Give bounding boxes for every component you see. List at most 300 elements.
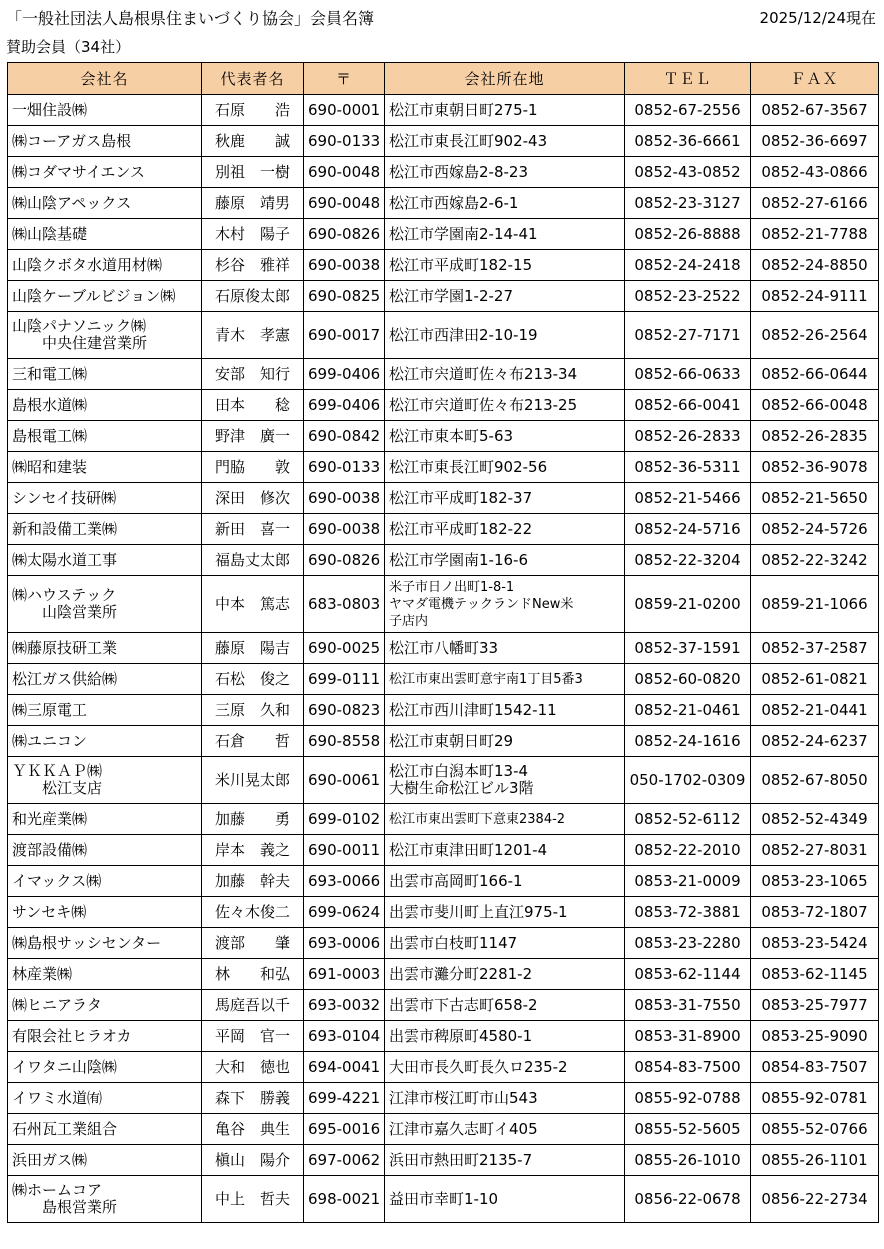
tel-cell: 0855-26-1010	[625, 1145, 751, 1176]
address-line: 出雲市高岡町166-1	[389, 871, 523, 890]
table-row	[8, 359, 879, 390]
representative-cell: 米川晃太郎	[202, 757, 304, 804]
address-cell	[385, 664, 625, 695]
table-row	[8, 757, 879, 804]
fax-cell: 0852-21-7788	[751, 219, 879, 250]
company-name-cell	[8, 1176, 202, 1223]
address-cell	[385, 250, 625, 281]
company-name-line: ㈱ホームコア	[12, 1181, 103, 1199]
table-row	[8, 95, 879, 126]
address-cell	[385, 126, 625, 157]
company-name-cell	[8, 188, 202, 219]
address-cell	[385, 1114, 625, 1145]
address-cell	[385, 281, 625, 312]
fax-cell: 0852-43-0866	[751, 157, 879, 188]
tel-cell: 0852-66-0633	[625, 359, 751, 390]
representative-cell: 野津 廣一	[202, 421, 304, 452]
representative-cell: 渡部 肇	[202, 928, 304, 959]
company-name-line: 松江支店	[42, 779, 103, 797]
fax-cell: 0852-22-3242	[751, 545, 879, 576]
representative-cell: 石倉 哲	[202, 726, 304, 757]
table-row	[8, 483, 879, 514]
fax-cell: 0852-66-0048	[751, 390, 879, 421]
address-line: 出雲市稗原町4580-1	[389, 1026, 533, 1045]
representative-cell: 深田 修次	[202, 483, 304, 514]
company-name-cell	[8, 281, 202, 312]
fax-cell: 0852-52-4349	[751, 804, 879, 835]
postal-code-cell: 690-0823	[304, 695, 385, 726]
tel-cell: 0852-26-2833	[625, 421, 751, 452]
company-name-line: 島根水道㈱	[12, 395, 88, 414]
address-line: 松江市東出雲町意宇南1丁目5番3	[389, 671, 583, 687]
tel-cell: 0852-43-0852	[625, 157, 751, 188]
address-line: 出雲市灘分町2281-2	[389, 964, 533, 983]
company-name-line: ㈱山陰基礎	[12, 224, 88, 243]
representative-cell: 槇山 陽介	[202, 1145, 304, 1176]
address-cell	[385, 633, 625, 664]
address-line: 松江市東長江町902-43	[389, 131, 548, 150]
address-line: 出雲市斐川町上直江975-1	[389, 902, 568, 921]
address-line: 松江市学園南2-14-41	[389, 224, 538, 243]
address-cell	[385, 514, 625, 545]
address-line: 松江市東朝日町29	[389, 731, 514, 750]
representative-cell: 木村 陽子	[202, 219, 304, 250]
address-cell	[385, 866, 625, 897]
address-cell	[385, 390, 625, 421]
fax-cell: 0852-36-9078	[751, 452, 879, 483]
representative-cell: 森下 勝義	[202, 1083, 304, 1114]
table-row	[8, 188, 879, 219]
company-name-line: ＹＫＫＡＰ㈱	[12, 762, 103, 780]
postal-code-cell: 695-0016	[304, 1114, 385, 1145]
postal-code-cell: 693-0104	[304, 1021, 385, 1052]
address-cell	[385, 359, 625, 390]
representative-cell: 岸本 義之	[202, 835, 304, 866]
company-name-cell	[8, 312, 202, 359]
fax-cell: 0853-25-9090	[751, 1021, 879, 1052]
company-name-cell	[8, 835, 202, 866]
address-line: 松江市学園南1-16-6	[389, 550, 528, 569]
tel-cell: 0853-72-3881	[625, 897, 751, 928]
table-row	[8, 1083, 879, 1114]
company-name-cell	[8, 897, 202, 928]
address-cell	[385, 695, 625, 726]
company-name-cell	[8, 126, 202, 157]
company-name-line: ㈱藤原技研工業	[12, 638, 118, 657]
tel-cell: 0853-31-7550	[625, 990, 751, 1021]
tel-cell: 0852-37-1591	[625, 633, 751, 664]
fax-cell: 0852-27-6166	[751, 188, 879, 219]
company-name-cell	[8, 1052, 202, 1083]
column-header-address: 会社所在地	[385, 63, 625, 95]
postal-code-cell: 690-0011	[304, 835, 385, 866]
representative-cell: 加藤 幹夫	[202, 866, 304, 897]
tel-cell: 0852-67-2556	[625, 95, 751, 126]
postal-code-cell: 690-0825	[304, 281, 385, 312]
representative-cell: 平岡 官一	[202, 1021, 304, 1052]
address-line: 松江市西嫁島2-8-23	[389, 162, 528, 181]
address-cell	[385, 219, 625, 250]
company-name-cell	[8, 664, 202, 695]
company-name-line: ㈱三原電工	[12, 700, 88, 719]
company-name-line: サンセキ㈱	[12, 902, 87, 921]
table-row	[8, 452, 879, 483]
column-header-fax: ＦＡＸ	[751, 63, 879, 95]
address-line: 松江市平成町182-15	[389, 255, 533, 274]
member-category-label: 賛助会員（34社）	[6, 38, 131, 56]
table-row	[8, 126, 879, 157]
column-header-company: 会社名	[8, 63, 202, 95]
company-name-cell	[8, 1145, 202, 1176]
postal-code-cell: 690-0017	[304, 312, 385, 359]
address-cell	[385, 1021, 625, 1052]
company-name-cell	[8, 804, 202, 835]
tel-cell: 0852-24-5716	[625, 514, 751, 545]
fax-cell: 0853-23-1065	[751, 866, 879, 897]
tel-cell: 0852-60-0820	[625, 664, 751, 695]
tel-cell: 0853-62-1144	[625, 959, 751, 990]
postal-code-cell: 690-0133	[304, 126, 385, 157]
company-name-line: ㈱ユニコン	[12, 731, 88, 750]
postal-code-cell: 693-0066	[304, 866, 385, 897]
company-name-cell	[8, 219, 202, 250]
fax-cell: 0852-21-0441	[751, 695, 879, 726]
representative-cell: 中本 篤志	[202, 576, 304, 633]
company-name-cell	[8, 390, 202, 421]
tel-cell: 0852-22-3204	[625, 545, 751, 576]
fax-cell: 0852-26-2564	[751, 312, 879, 359]
fax-cell: 0852-24-6237	[751, 726, 879, 757]
representative-cell: 大和 徳也	[202, 1052, 304, 1083]
address-line: 松江市平成町182-22	[389, 519, 533, 538]
address-cell	[385, 959, 625, 990]
representative-cell: 加藤 勇	[202, 804, 304, 835]
representative-cell: 中上 哲夫	[202, 1176, 304, 1223]
address-cell	[385, 1145, 625, 1176]
postal-code-cell: 691-0003	[304, 959, 385, 990]
fax-cell: 0852-67-8050	[751, 757, 879, 804]
postal-code-cell: 690-0038	[304, 483, 385, 514]
company-name-cell	[8, 866, 202, 897]
tel-cell: 0853-21-0009	[625, 866, 751, 897]
company-name-cell	[8, 959, 202, 990]
company-name-line: 山陰パナソニック㈱	[12, 317, 146, 335]
address-line: 松江市学園1-2-27	[389, 286, 513, 305]
address-cell	[385, 188, 625, 219]
address-line: 松江市宍道町佐々布213-25	[389, 395, 578, 414]
fax-cell: 0853-62-1145	[751, 959, 879, 990]
postal-code-cell: 699-0624	[304, 897, 385, 928]
address-line: 出雲市下古志町658-2	[389, 995, 538, 1014]
address-cell	[385, 312, 625, 359]
address-line: 松江市東本町5-63	[389, 426, 514, 445]
table-row	[8, 928, 879, 959]
postal-code-cell: 699-0406	[304, 359, 385, 390]
company-name-line: ㈱ヒニアラタ	[12, 995, 102, 1014]
representative-cell: 佐々木俊二	[202, 897, 304, 928]
address-line: 子店内	[389, 613, 429, 629]
representative-cell: 藤原 靖男	[202, 188, 304, 219]
postal-code-cell: 690-0048	[304, 157, 385, 188]
representative-cell: 新田 喜一	[202, 514, 304, 545]
fax-cell: 0852-26-2835	[751, 421, 879, 452]
postal-code-cell: 690-0038	[304, 514, 385, 545]
address-cell	[385, 757, 625, 804]
address-line: 米子市日ノ出町1-8-1	[389, 579, 515, 595]
representative-cell: 亀谷 典生	[202, 1114, 304, 1145]
fax-cell: 0856-22-2734	[751, 1176, 879, 1223]
document-header	[0, 0, 884, 32]
tel-cell: 0852-27-7171	[625, 312, 751, 359]
tel-cell: 0852-22-2010	[625, 835, 751, 866]
address-cell	[385, 1083, 625, 1114]
company-name-cell	[8, 514, 202, 545]
company-name-cell	[8, 157, 202, 188]
address-cell	[385, 545, 625, 576]
table-row	[8, 897, 879, 928]
postal-code-cell: 690-0025	[304, 633, 385, 664]
company-name-line: ㈱山陰アペックス	[12, 193, 132, 212]
table-row	[8, 281, 879, 312]
postal-code-cell: 690-0038	[304, 250, 385, 281]
address-line: 松江市西川津町1542-11	[389, 700, 557, 719]
representative-cell: 藤原 陽吉	[202, 633, 304, 664]
fax-cell: 0852-24-5726	[751, 514, 879, 545]
address-line: ヤマダ電機テックランドNew米	[389, 596, 574, 612]
postal-code-cell: 697-0062	[304, 1145, 385, 1176]
company-name-line: 島根営業所	[42, 1198, 118, 1216]
company-name-cell	[8, 633, 202, 664]
fax-cell: 0853-72-1807	[751, 897, 879, 928]
address-line: 松江市西嫁島2-6-1	[389, 193, 519, 212]
company-name-line: ㈱コダマサイエンス	[12, 162, 145, 181]
address-cell	[385, 576, 625, 633]
tel-cell: 0852-23-2522	[625, 281, 751, 312]
table-row	[8, 1114, 879, 1145]
address-line: 松江市西津田2-10-19	[389, 325, 538, 344]
fax-cell: 0854-83-7507	[751, 1052, 879, 1083]
address-cell	[385, 157, 625, 188]
fax-cell: 0852-36-6697	[751, 126, 879, 157]
address-cell	[385, 835, 625, 866]
postal-code-cell: 690-0061	[304, 757, 385, 804]
representative-cell: 秋鹿 誠	[202, 126, 304, 157]
tel-cell: 0852-21-0461	[625, 695, 751, 726]
company-name-line: ㈱太陽水道工事	[12, 550, 118, 569]
address-line: 益田市幸町1-10	[389, 1189, 499, 1208]
company-name-cell	[8, 483, 202, 514]
tel-cell: 0855-92-0788	[625, 1083, 751, 1114]
fax-cell: 0853-23-5424	[751, 928, 879, 959]
representative-cell: 安部 知行	[202, 359, 304, 390]
fax-cell: 0855-26-1101	[751, 1145, 879, 1176]
company-name-line: 石州瓦工業組合	[12, 1119, 118, 1138]
tel-cell: 0859-21-0200	[625, 576, 751, 633]
tel-cell: 0852-26-8888	[625, 219, 751, 250]
company-name-cell	[8, 1083, 202, 1114]
company-name-line: イワタニ山陰㈱	[12, 1057, 117, 1076]
representative-cell: 石原俊太郎	[202, 281, 304, 312]
tel-cell: 0853-31-8900	[625, 1021, 751, 1052]
postal-code-cell: 699-0406	[304, 390, 385, 421]
postal-code-cell: 694-0041	[304, 1052, 385, 1083]
table-row	[8, 1176, 879, 1223]
table-row	[8, 219, 879, 250]
postal-code-cell: 699-0102	[304, 804, 385, 835]
company-name-line: ㈱コーアガス島根	[12, 131, 132, 150]
tel-cell: 0856-22-0678	[625, 1176, 751, 1223]
company-name-line: 島根電工㈱	[12, 426, 88, 445]
company-name-cell	[8, 359, 202, 390]
fax-cell: 0852-21-5650	[751, 483, 879, 514]
company-name-line: 山陰クボタ水道用材㈱	[12, 255, 163, 274]
tel-cell: 0852-36-5311	[625, 452, 751, 483]
table-row	[8, 312, 879, 359]
representative-cell: 青木 孝憲	[202, 312, 304, 359]
address-line: 松江市東長江町902-56	[389, 457, 548, 476]
company-name-line: 中央住建営業所	[42, 334, 148, 352]
address-line: 浜田市熱田町2135-7	[389, 1150, 533, 1169]
company-name-line: イマックス㈱	[12, 871, 102, 890]
company-name-cell	[8, 990, 202, 1021]
address-line: 松江市白潟本町13-4	[389, 762, 529, 780]
postal-code-cell: 699-0111	[304, 664, 385, 695]
table-row	[8, 421, 879, 452]
table-row	[8, 695, 879, 726]
table-row	[8, 664, 879, 695]
company-name-cell	[8, 695, 202, 726]
fax-cell: 0855-52-0766	[751, 1114, 879, 1145]
table-row	[8, 804, 879, 835]
tel-cell: 0852-24-1616	[625, 726, 751, 757]
representative-cell: 別祖 一樹	[202, 157, 304, 188]
company-name-line: 有限会社ヒラオカ	[12, 1026, 132, 1045]
company-name-cell	[8, 576, 202, 633]
address-line: 出雲市白枝町1147	[389, 933, 518, 952]
table-row	[8, 545, 879, 576]
company-name-line: 和光産業㈱	[12, 809, 88, 828]
table-row	[8, 866, 879, 897]
address-cell	[385, 1052, 625, 1083]
table-row	[8, 157, 879, 188]
table-row	[8, 250, 879, 281]
address-line: 松江市東津田町1201-4	[389, 840, 548, 859]
tel-cell: 0852-21-5466	[625, 483, 751, 514]
tel-cell: 0854-83-7500	[625, 1052, 751, 1083]
address-line: 大樹生命松江ビル3階	[389, 779, 534, 797]
company-name-cell	[8, 757, 202, 804]
postal-code-cell: 683-0803	[304, 576, 385, 633]
address-cell	[385, 804, 625, 835]
column-header-postal-code: 〒	[304, 63, 385, 95]
postal-code-cell: 699-4221	[304, 1083, 385, 1114]
representative-cell: 馬庭吾以千	[202, 990, 304, 1021]
table-row	[8, 990, 879, 1021]
representative-cell: 石松 俊之	[202, 664, 304, 695]
table-row	[8, 835, 879, 866]
company-name-line: 三和電工㈱	[12, 364, 88, 383]
company-name-line: シンセイ技研㈱	[12, 488, 117, 507]
postal-code-cell: 690-0001	[304, 95, 385, 126]
company-name-cell	[8, 95, 202, 126]
address-cell	[385, 928, 625, 959]
address-cell	[385, 1176, 625, 1223]
company-name-cell	[8, 726, 202, 757]
representative-cell: 福島丈太郎	[202, 545, 304, 576]
tel-cell: 0852-66-0041	[625, 390, 751, 421]
company-name-line: ㈱昭和建装	[12, 457, 88, 476]
company-name-cell	[8, 421, 202, 452]
company-name-cell	[8, 250, 202, 281]
table-row	[8, 1052, 879, 1083]
postal-code-cell: 690-0842	[304, 421, 385, 452]
postal-code-cell: 690-0826	[304, 219, 385, 250]
address-line: 松江市平成町182-37	[389, 488, 533, 507]
address-cell	[385, 95, 625, 126]
representative-cell: 田本 稔	[202, 390, 304, 421]
table-row	[8, 959, 879, 990]
member-table	[7, 62, 879, 1223]
company-name-line: ㈱ハウステック	[12, 586, 117, 604]
company-name-line: 渡部設備㈱	[12, 840, 88, 859]
company-name-cell	[8, 545, 202, 576]
table-row	[8, 1145, 879, 1176]
company-name-cell	[8, 1114, 202, 1145]
column-header-representative: 代表者名	[202, 63, 304, 95]
address-line: 江津市桜江町市山543	[389, 1088, 538, 1107]
representative-cell: 石原 浩	[202, 95, 304, 126]
representative-cell: 門脇 敦	[202, 452, 304, 483]
fax-cell: 0859-21-1066	[751, 576, 879, 633]
postal-code-cell: 690-8558	[304, 726, 385, 757]
table-row	[8, 1021, 879, 1052]
document-title: 「一般社団法人島根県住まいづくり協会」会員名簿	[6, 9, 375, 28]
fax-cell: 0852-24-9111	[751, 281, 879, 312]
address-cell	[385, 421, 625, 452]
tel-cell: 0852-23-3127	[625, 188, 751, 219]
table-header-row	[8, 63, 879, 95]
address-cell	[385, 452, 625, 483]
postal-code-cell: 693-0032	[304, 990, 385, 1021]
table-row	[8, 576, 879, 633]
fax-cell: 0852-67-3567	[751, 95, 879, 126]
as-of-date: 2025/12/24現在	[759, 9, 876, 27]
postal-code-cell: 690-0133	[304, 452, 385, 483]
address-line: 大田市長久町長久ロ235-2	[389, 1057, 568, 1076]
address-line: 松江市宍道町佐々布213-34	[389, 364, 578, 383]
tel-cell: 0852-36-6661	[625, 126, 751, 157]
table-row	[8, 390, 879, 421]
company-name-line: ㈱島根サッシセンター	[12, 933, 162, 952]
fax-cell: 0853-25-7977	[751, 990, 879, 1021]
address-cell	[385, 897, 625, 928]
tel-cell: 0855-52-5605	[625, 1114, 751, 1145]
address-cell	[385, 990, 625, 1021]
fax-cell: 0852-24-8850	[751, 250, 879, 281]
address-line: 松江市東朝日町275-1	[389, 100, 538, 119]
table-row	[8, 726, 879, 757]
fax-cell: 0852-27-8031	[751, 835, 879, 866]
table-row	[8, 633, 879, 664]
company-name-cell	[8, 928, 202, 959]
representative-cell: 三原 久和	[202, 695, 304, 726]
address-line: 江津市嘉久志町イ405	[389, 1119, 538, 1138]
company-name-line: 松江ガス供給㈱	[12, 669, 118, 688]
company-name-cell	[8, 1021, 202, 1052]
representative-cell: 林 和弘	[202, 959, 304, 990]
address-line: 松江市東出雲町下意東2384-2	[389, 811, 566, 827]
address-cell	[385, 726, 625, 757]
